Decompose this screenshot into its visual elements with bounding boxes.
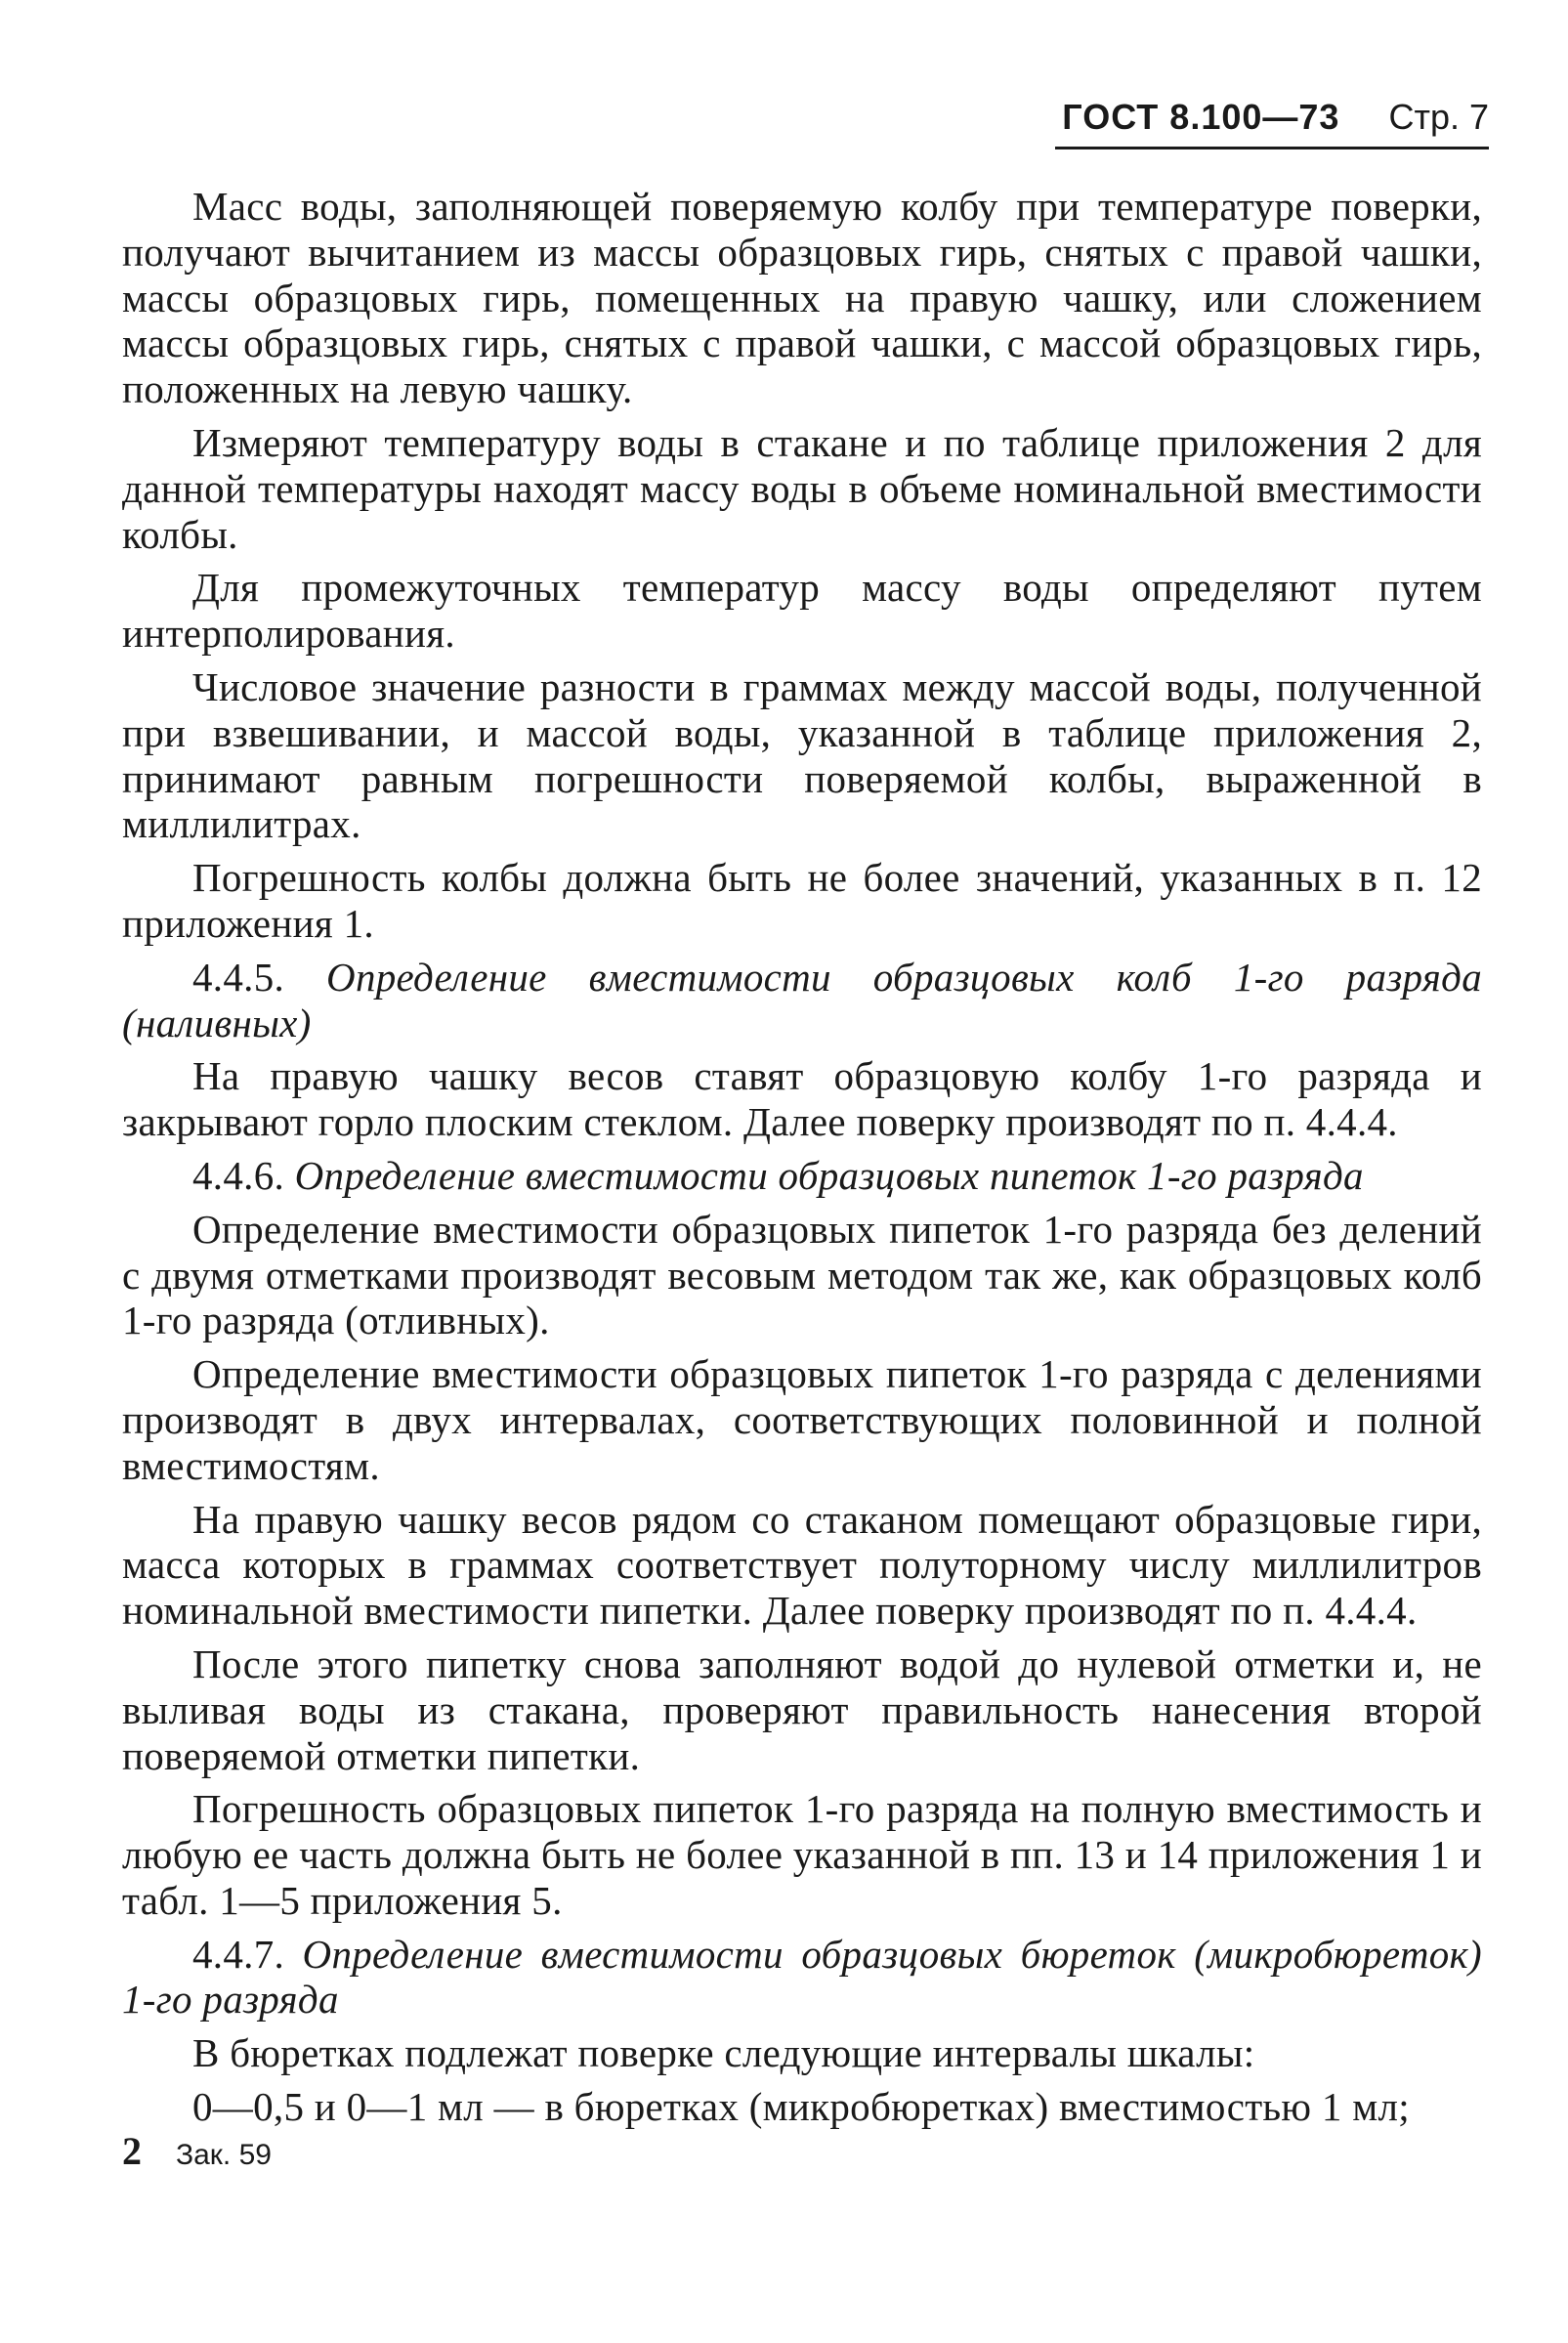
page-header [1055, 90, 1489, 149]
paragraph: На правую чашку весов ставят образцовую колбу 1-го разряда и закрывают горло плоским стеклом. Далее поверку производят по п. 4.4.4. [122, 1053, 1482, 1145]
paragraph: После этого пипетку снова заполняют водой до нулевой отметки и, не выливая воды из стакана, проверяют правильность нанесения второй поверяемой отметки пипетки. [122, 1640, 1482, 1778]
paragraph: 0—0,5 и 0—1 мл — в бюретках (микробюретках) вместимостью 1 мл; [192, 2084, 1410, 2130]
order-number: Зак. 59 [176, 2139, 272, 2171]
document-body [122, 184, 1482, 2138]
paragraph: Масс воды, заполняющей поверяемую колбу при температуре поверки, получают вычитанием из массы образцовых гирь, снятых с правой чашки, массы образцовых гирь, помещенных на правую чашку, или сложением массы образцовых гирь, снятых с правой чашки, с массой образцовых гирь, положенных на левую чашку. [122, 184, 1482, 412]
signature-mark: 2 [122, 2129, 142, 2173]
paragraph: Погрешность образцовых пипеток 1-го разряда на полную вместимость и любую ее часть должна быть не более указанной в пп. 13 и 14 приложения 1 и табл. 1—5 приложения 5. [122, 1786, 1482, 1923]
section-title: Определение вместимости образцовых пипеток 1-го разряда [294, 1152, 1364, 1198]
section-title: Определение вместимости образцовых бюреток (микробюреток) 1-го разряда [122, 1931, 1482, 2023]
paragraph: Для промежуточных температур массу воды определяют путем интерполирования. [122, 565, 1482, 657]
section-heading [122, 955, 1482, 1046]
section-heading [122, 1932, 1482, 2024]
paragraph: Погрешность колбы должна быть не более значений, указанных в п. 12 приложения 1. [122, 855, 1482, 946]
page-number: Стр. 7 [1388, 97, 1489, 137]
section-number: 4.4.6. [192, 1152, 285, 1198]
paragraph: Определение вместимости образцовых пипеток 1-го разряда с делениями производят в двух интервалах, соответствующих половинной и полной вместимостям. [122, 1351, 1482, 1488]
page-footer [122, 2128, 272, 2174]
paragraph: Числовое значение разности в граммах между массой воды, полученной при взвешивании, и массой воды, указанной в таблице приложения 2, принимают равным погрешности поверяемой колбы, выраженной в миллилитрах. [122, 663, 1482, 847]
paragraph: На правую чашку весов рядом со стаканом помещают образцовые гири, масса которых в граммах соответствует полуторному числу миллилитров номинальной вместимости пипетки. Далее поверку производят по п. 4.4.4. [122, 1496, 1482, 1634]
paragraph: Определение вместимости образцовых пипеток 1-го разряда без делений с двумя отметками производят весовым методом так же, как образцовых колб 1-го разряда (отливных). [122, 1206, 1482, 1343]
section-title: Определение вместимости образцовых колб 1-го разряда (наливных) [122, 954, 1482, 1045]
standard-number: ГОСТ 8.100—73 [1062, 97, 1340, 137]
paragraph: Измеряют температуру воды в стакане и по таблице приложения 2 для данной температуры находят массу воды в объеме номинальной вместимости колбы. [122, 419, 1482, 557]
paragraph: В бюретках подлежат поверке следующие интервалы шкалы: [192, 2030, 1255, 2076]
section-heading [122, 1153, 1482, 1199]
section-number: 4.4.5. [192, 954, 285, 1000]
section-number: 4.4.7. [192, 1931, 285, 1977]
